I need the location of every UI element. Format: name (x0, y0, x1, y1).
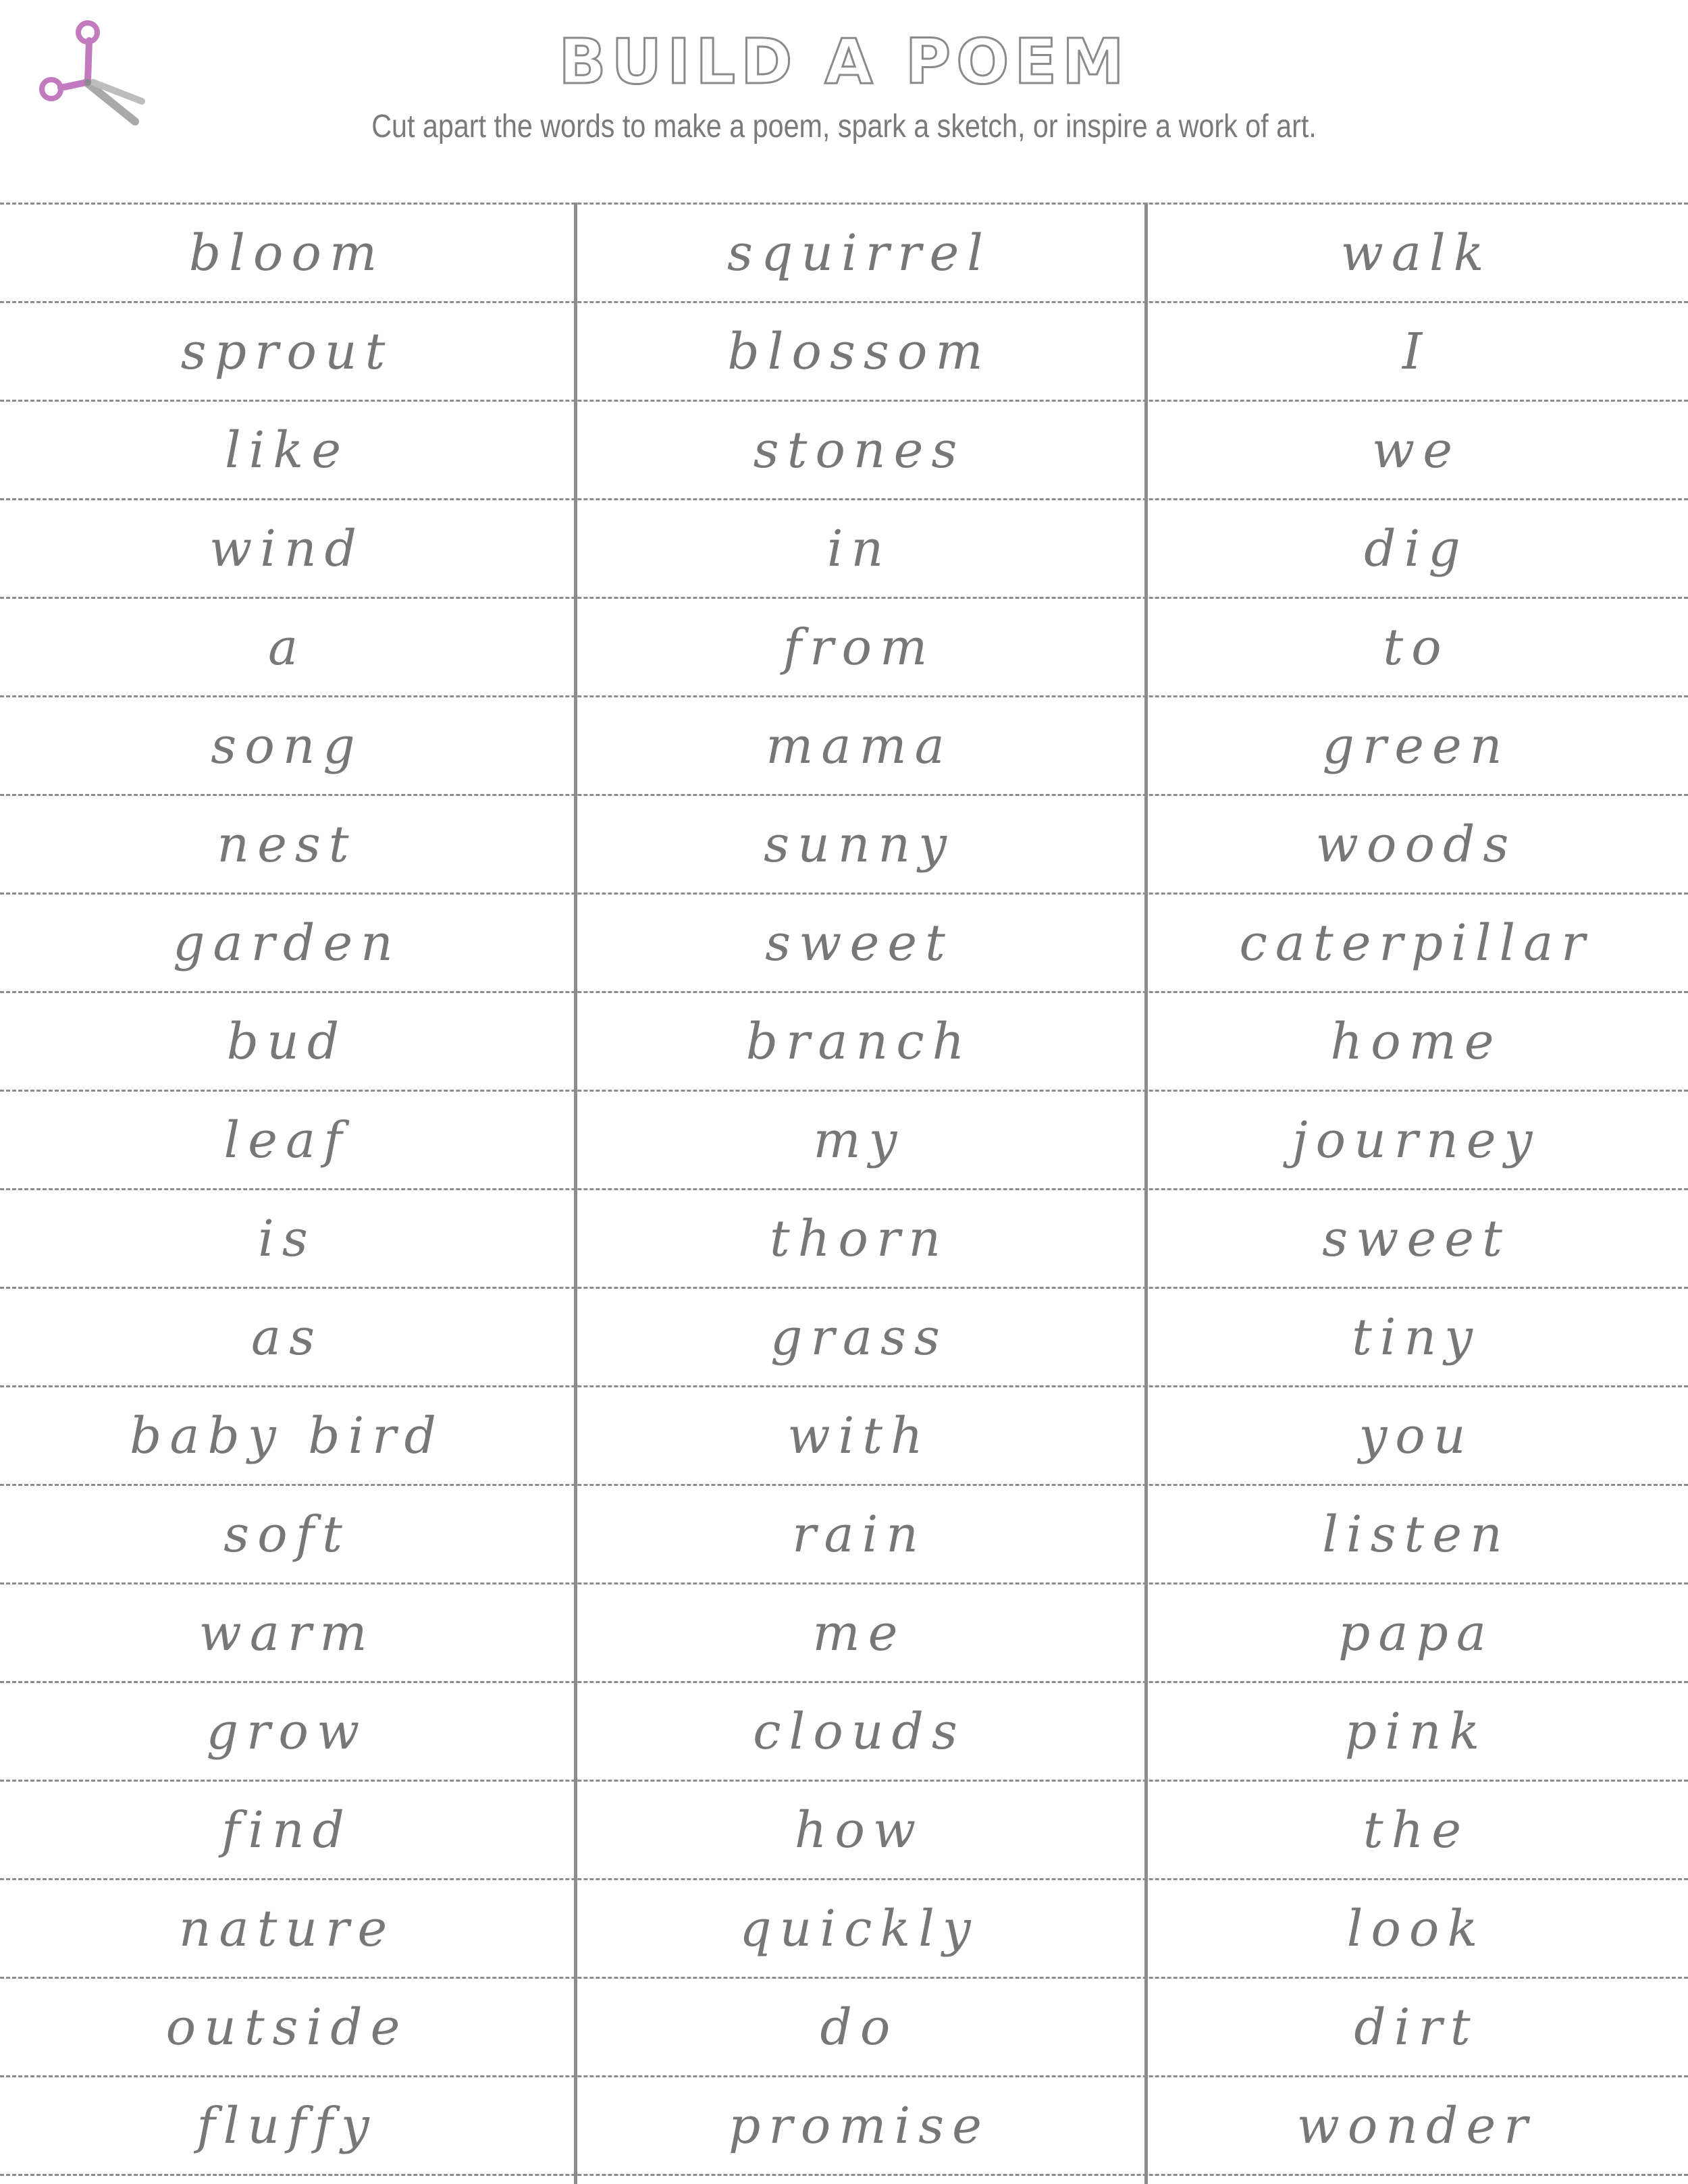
word-card: with (787, 1406, 931, 1465)
word-card: journey (1292, 1111, 1541, 1169)
word-card: garden (173, 913, 401, 972)
word-card: leaf (223, 1111, 350, 1169)
word-card: I (1402, 322, 1431, 381)
worksheet-header (0, 0, 1688, 196)
word-card: squirrel (727, 223, 991, 282)
word-card: baby bird (130, 1406, 444, 1465)
word-card: to (1383, 618, 1450, 676)
word-card: look (1346, 1899, 1486, 1958)
word-card: quickly (739, 1899, 979, 1958)
word-card: listen (1322, 1505, 1510, 1564)
word-card: song (211, 716, 363, 775)
word-card: warm (199, 1603, 375, 1662)
word-card: as (250, 1308, 323, 1366)
word-card: stones (753, 421, 966, 479)
word-card: bud (226, 1012, 348, 1071)
word-card: wonder (1296, 2096, 1536, 2155)
word-card: my (813, 1111, 905, 1169)
word-card: clouds (753, 1702, 966, 1761)
word-card: promise (729, 2096, 990, 2155)
word-card: pink (1344, 1702, 1488, 1761)
word-card: rain (792, 1505, 926, 1564)
word-card: grass (770, 1308, 948, 1366)
word-card: bloom (188, 223, 386, 282)
word-card: blossom (727, 322, 991, 381)
word-card: dig (1364, 519, 1469, 578)
word-card: nest (217, 815, 357, 874)
word-card: branch (745, 1012, 973, 1071)
word-card: grow (206, 1702, 368, 1761)
word-card: papa (1338, 1603, 1494, 1662)
word-card: walk (1340, 223, 1492, 282)
word-card: sunny (764, 815, 955, 874)
word-card: thorn (770, 1209, 949, 1268)
word-card: like (225, 421, 349, 479)
word-card: mama (766, 716, 953, 775)
word-card: do (820, 1998, 899, 2056)
word-card: the (1363, 1801, 1470, 1859)
word-card: tiny (1352, 1308, 1481, 1366)
word-card: fluffy (196, 2096, 377, 2155)
word-grid (0, 203, 1688, 2184)
page-title: BUILD A POEM (558, 26, 1130, 98)
word-card: woods (1315, 815, 1517, 874)
word-card: we (1371, 421, 1461, 479)
word-card: in (826, 519, 892, 578)
word-card: a (267, 618, 307, 676)
word-card: home (1330, 1012, 1502, 1071)
word-card: green (1322, 716, 1510, 775)
word-card: caterpillar (1239, 913, 1593, 972)
word-card: wind (209, 519, 365, 578)
word-card: you (1359, 1406, 1474, 1465)
word-card: find (221, 1801, 353, 1859)
word-card: outside (165, 1998, 408, 2056)
page-subtitle: Cut apart the words to make a poem, spark a sketch, or inspire a work of art. (371, 109, 1317, 144)
word-card: me (812, 1603, 906, 1662)
word-card: nature (178, 1899, 396, 1958)
word-card: how (794, 1801, 924, 1859)
word-card: sprout (180, 322, 394, 381)
word-card: sweet (765, 913, 953, 972)
word-card: dirt (1354, 1998, 1479, 2056)
word-card: sweet (1322, 1209, 1510, 1268)
word-card: soft (223, 1505, 350, 1564)
word-card: is (258, 1209, 316, 1268)
word-card: from (783, 618, 936, 676)
